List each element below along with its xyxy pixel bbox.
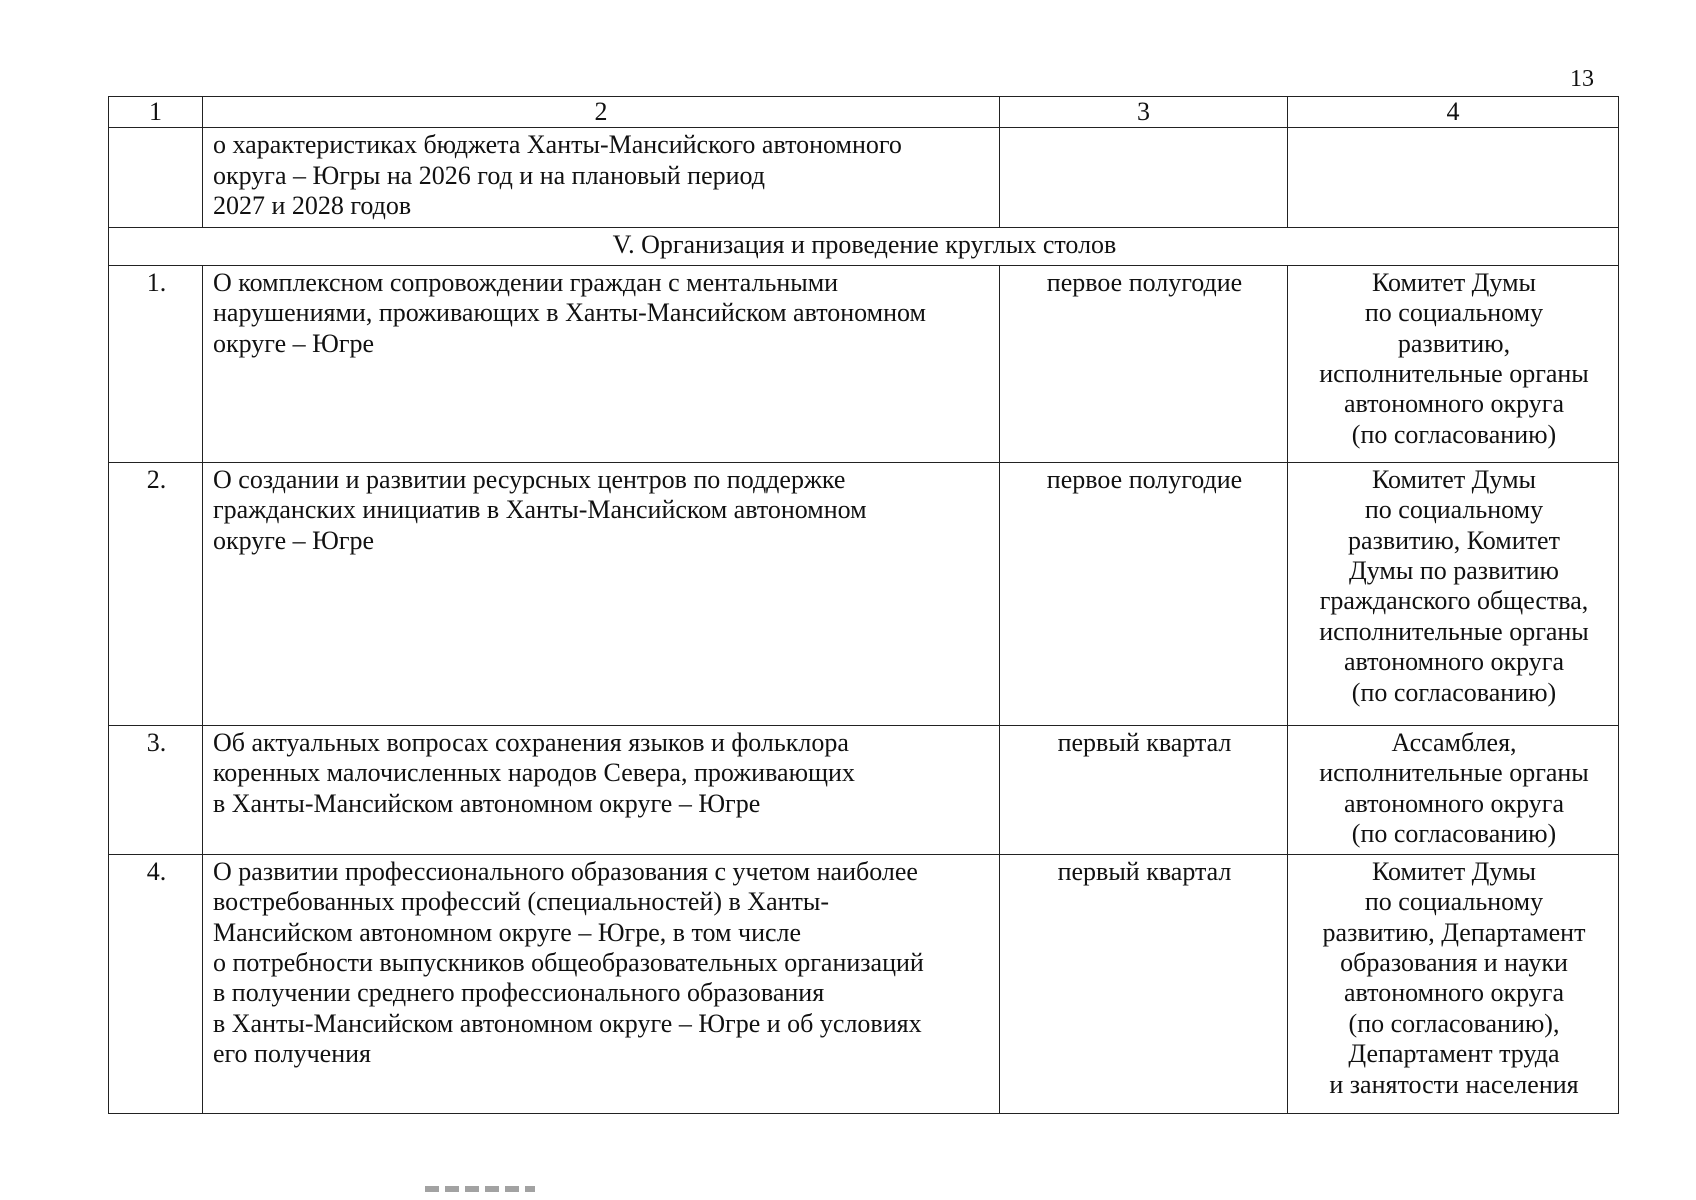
- row-number: [109, 128, 203, 228]
- responsible-line: по социальному: [1364, 495, 1544, 525]
- continuation-row: [109, 128, 1619, 228]
- section-heading-row: [109, 228, 1619, 265]
- responsible-line: исполнительные органы: [1319, 359, 1589, 389]
- row-period: первый квартал: [1000, 854, 1288, 1113]
- table-row: [109, 854, 1619, 1113]
- row-responsible: [1288, 462, 1619, 725]
- responsible-line: Думы по развитию: [1349, 556, 1559, 586]
- row-responsible: [1288, 128, 1619, 228]
- row-topic: [203, 725, 1000, 854]
- responsible-line: гражданского общества,: [1319, 586, 1589, 616]
- responsible-line: по социальному: [1364, 887, 1544, 917]
- row-responsible: [1288, 265, 1619, 462]
- row-period: первое полугодие: [1000, 462, 1288, 725]
- row-responsible: [1288, 725, 1619, 854]
- topic-line: О развитии профессионального образования с учетом наиболее: [213, 856, 918, 886]
- topic-line: в Ханты-Мансийском автономном округе – Югре: [213, 788, 761, 818]
- responsible-line: Комитет Думы: [1372, 267, 1536, 297]
- responsible-line: автономного округа: [1344, 647, 1564, 677]
- responsible-line: развитию,: [1397, 328, 1511, 358]
- topic-line: Мансийском автономном округе – Югре, в том числе: [213, 917, 802, 947]
- row-topic: [203, 854, 1000, 1113]
- row-number: 4.: [109, 854, 203, 1113]
- scan-artifact: [425, 1186, 535, 1192]
- topic-line: О комплексном сопровождении граждан с ментальными: [213, 267, 839, 297]
- row-number: 1.: [109, 265, 203, 462]
- responsible-line: образования и науки: [1340, 948, 1568, 978]
- responsible-line: автономного округа: [1344, 788, 1564, 818]
- responsible-line: (по согласованию),: [1348, 1008, 1560, 1038]
- topic-line: гражданских инициатив в Ханты-Мансийском автономном: [213, 495, 867, 525]
- responsible-line: развитию, Комитет: [1348, 525, 1560, 555]
- responsible-line: автономного округа: [1344, 389, 1564, 419]
- topic-line: востребованных профессий (специальностей) в Ханты-: [213, 887, 830, 917]
- responsible-line: Ассамблея,: [1391, 727, 1517, 757]
- topic-line: коренных малочисленных народов Севера, проживающих: [213, 758, 855, 788]
- column-header-1: 1: [109, 97, 203, 128]
- responsible-line: автономного округа: [1344, 978, 1564, 1008]
- row-responsible: [1288, 854, 1619, 1113]
- table-row: [109, 462, 1619, 725]
- responsible-line: Департамент труда: [1348, 1039, 1560, 1069]
- column-header-2: 2: [203, 97, 1000, 128]
- topic-line: о потребности выпускников общеобразовательных организаций: [213, 948, 924, 978]
- topic-line: округа – Югры на 2026 год и на плановый период: [213, 160, 766, 190]
- responsible-line: развитию, Департамент: [1322, 917, 1586, 947]
- topic-line: в получении среднего профессионального образования: [213, 978, 825, 1008]
- topic-line: о характеристиках бюджета Ханты-Мансийского автономного: [213, 130, 902, 160]
- column-number-header: [109, 97, 1619, 128]
- column-header-3: 3: [1000, 97, 1288, 128]
- responsible-line: и занятости населения: [1329, 1069, 1579, 1099]
- page-number: 13: [1570, 66, 1594, 92]
- row-topic: [203, 462, 1000, 725]
- table-row: [109, 265, 1619, 462]
- events-plan-table: [108, 96, 1619, 1114]
- responsible-line: Комитет Думы: [1372, 856, 1536, 886]
- topic-line: округе – Югре: [213, 525, 375, 555]
- row-period: первый квартал: [1000, 725, 1288, 854]
- topic-line: в Ханты-Мансийском автономном округе – Югре и об условиях: [213, 1008, 922, 1038]
- row-number: 2.: [109, 462, 203, 725]
- row-period: [1000, 128, 1288, 228]
- table-row: [109, 725, 1619, 854]
- topic-line: его получения: [213, 1039, 372, 1069]
- section-title: V. Организация и проведение круглых столов: [109, 228, 1619, 265]
- topic-line: Об актуальных вопросах сохранения языков и фольклора: [213, 727, 849, 757]
- row-number: 3.: [109, 725, 203, 854]
- responsible-line: исполнительные органы: [1319, 758, 1589, 788]
- topic-line: 2027 и 2028 годов: [213, 191, 412, 221]
- row-topic: [203, 128, 1000, 228]
- topic-line: нарушениями, проживающих в Ханты-Мансийском автономном: [213, 298, 926, 328]
- responsible-line: (по согласованию): [1351, 677, 1557, 707]
- topic-line: округе – Югре: [213, 328, 375, 358]
- topic-line: О создании и развитии ресурсных центров по поддержке: [213, 464, 846, 494]
- responsible-line: Комитет Думы: [1372, 464, 1536, 494]
- responsible-line: (по согласованию): [1351, 419, 1557, 449]
- column-header-4: 4: [1288, 97, 1619, 128]
- responsible-line: исполнительные органы: [1319, 616, 1589, 646]
- responsible-line: (по согласованию): [1351, 819, 1557, 849]
- row-topic: [203, 265, 1000, 462]
- row-period: первое полугодие: [1000, 265, 1288, 462]
- responsible-line: по социальному: [1364, 298, 1544, 328]
